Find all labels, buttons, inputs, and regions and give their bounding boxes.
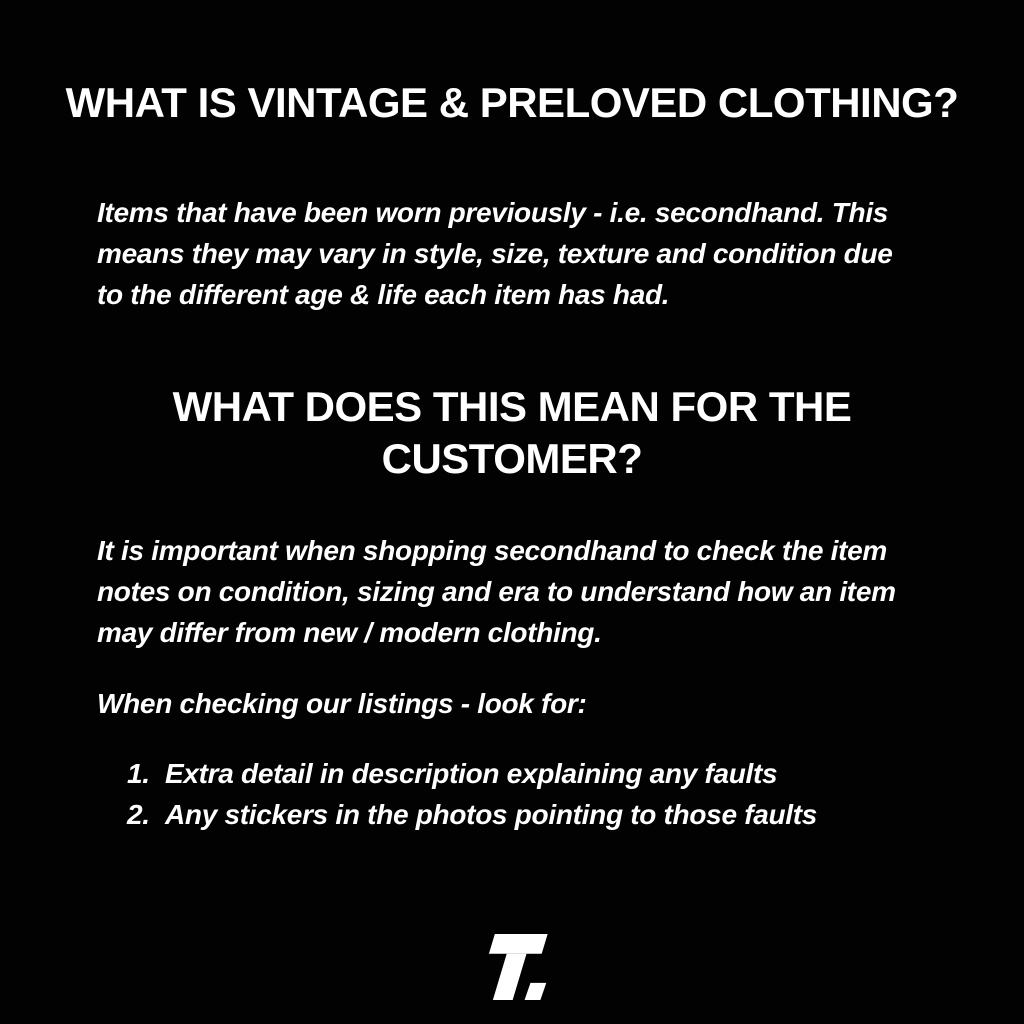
logo-t-icon	[472, 934, 552, 1000]
customer-line: may differ from new / modern clothing.	[97, 617, 602, 648]
checklist-item	[127, 794, 1024, 835]
customer-paragraph	[97, 530, 964, 653]
intro-paragraph	[97, 192, 964, 315]
item-number: 2.	[127, 799, 150, 830]
main-heading: WHAT IS VINTAGE & PRELOVED CLOTHING?	[65, 79, 959, 126]
secondary-heading-line: WHAT DOES THIS MEAN FOR THE	[172, 383, 852, 430]
checklist-item	[127, 753, 1024, 794]
customer-line: It is important when shopping secondhand to check the item	[97, 535, 888, 566]
checklist	[0, 753, 1024, 835]
intro-line: means they may vary in style, size, texture and condition due	[97, 238, 893, 269]
item-text: Any stickers in the photos pointing to those faults	[165, 799, 818, 830]
brand-logo	[0, 934, 1024, 1000]
intro-line: Items that have been worn previously - i.e. secondhand. This	[97, 197, 889, 228]
listings-note: When checking our listings - look for:	[97, 688, 587, 719]
item-number: 1.	[127, 758, 150, 789]
customer-line: notes on condition, sizing and era to understand how an item	[97, 576, 896, 607]
intro-line: to the different age & life each item has had.	[97, 279, 670, 310]
item-text: Extra detail in description explaining any faults	[165, 758, 778, 789]
secondary-heading	[0, 381, 1024, 485]
secondary-heading-line: CUSTOMER?	[381, 435, 643, 482]
